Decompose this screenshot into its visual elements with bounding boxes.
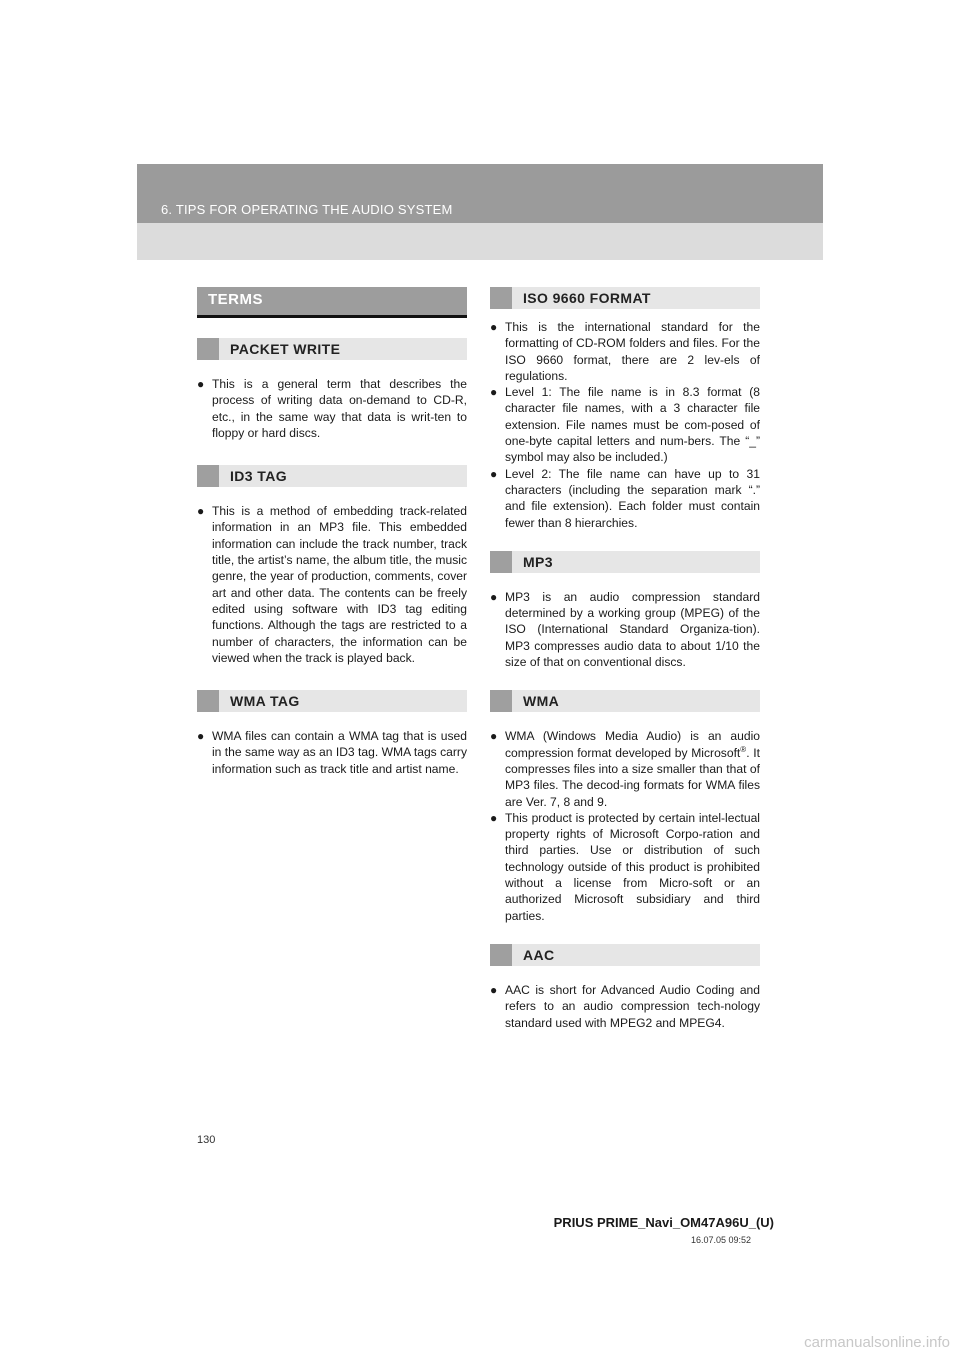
bullet-icon: ● bbox=[490, 466, 498, 481]
bullet-text-part: WMA (Windows Media Audio) is an audio compression format developed by Microsoft bbox=[505, 729, 760, 760]
heading-marker bbox=[490, 287, 512, 309]
section-heading-mp3 bbox=[490, 551, 760, 573]
bullet-icon: ● bbox=[197, 377, 205, 391]
document-id: PRIUS PRIME_Navi_OM47A96U_(U) bbox=[553, 1215, 774, 1230]
bullet-text bbox=[505, 728, 760, 809]
heading-marker bbox=[197, 338, 219, 360]
section-heading-wma-tag bbox=[197, 690, 467, 712]
bullet-item bbox=[490, 728, 760, 809]
heading-marker bbox=[197, 690, 219, 712]
section-heading-label: ISO 9660 FORMAT bbox=[523, 290, 651, 306]
terms-heading bbox=[197, 287, 467, 318]
chapter-title: 6. TIPS FOR OPERATING THE AUDIO SYSTEM bbox=[161, 202, 453, 217]
bullet-item bbox=[197, 728, 467, 777]
bullet-item bbox=[490, 589, 760, 670]
registered-mark: ® bbox=[740, 744, 747, 754]
section-heading-label: MP3 bbox=[523, 553, 553, 570]
site-watermark: carmanualsonline.info bbox=[804, 1334, 950, 1351]
right-column bbox=[490, 287, 760, 1031]
bullet-icon: ● bbox=[490, 810, 498, 825]
heading-marker bbox=[490, 944, 512, 966]
print-timestamp: 16.07.05 09:52 bbox=[690, 1235, 751, 1245]
terms-heading-label: TERMS bbox=[208, 291, 263, 308]
section-heading-id3-tag bbox=[197, 465, 467, 487]
section-heading-label: ID3 TAG bbox=[230, 468, 287, 485]
section-heading-wma bbox=[490, 690, 760, 712]
bullet-icon: ● bbox=[490, 729, 498, 744]
bullet-item bbox=[197, 503, 467, 666]
section-heading-label: PACKET WRITE bbox=[230, 341, 341, 357]
section-heading-iso-9660 bbox=[490, 287, 760, 309]
bullet-text: WMA files can contain a WMA tag that is used in the same way as an ID3 tag. WMA tags carry information such as track title and artist name. bbox=[212, 729, 467, 776]
bullet-item bbox=[490, 466, 760, 531]
bullet-item bbox=[490, 810, 760, 924]
bullet-text: Level 2: The file name can have up to 31 characters (including the separation mark “.” and file extension). Each folder must contain fewer than 8 hierarchies. bbox=[505, 466, 760, 530]
bullet-item bbox=[490, 384, 760, 465]
bullet-icon: ● bbox=[197, 504, 205, 519]
section-heading-label: AAC bbox=[523, 946, 555, 963]
section-heading-packet-write bbox=[197, 338, 467, 360]
bullet-icon: ● bbox=[490, 589, 498, 604]
heading-marker bbox=[490, 690, 512, 712]
section-heading-aac bbox=[490, 944, 760, 966]
bullet-text: This is a general term that describes the process of writing data on-demand to CD-R, etc., in the same way that data is writ-ten to floppy or hard discs. bbox=[212, 377, 467, 440]
left-column bbox=[197, 287, 467, 777]
bullet-text-part: . It compresses files into a size smaller than that of MP3 files. The decod-ing formats for WMA files are Ver. 7, 8 and 9. bbox=[505, 745, 760, 809]
page-number: 130 bbox=[197, 1134, 216, 1146]
page-header-band bbox=[137, 164, 823, 260]
heading-marker bbox=[490, 551, 512, 573]
bullet-text: This is a method of embedding track-related information in an MP3 file. This embedded information can include the track number, track title, the artist’s name, the album title, the music genre, the year of production, comments, cover art and other data. The contents can be freely edited using software with ID3 tag editing functions. Although the tags are restricted to a number of characters, the information can be viewed when the track is played back. bbox=[212, 504, 467, 665]
section-heading-label: WMA TAG bbox=[230, 693, 300, 710]
bullet-icon: ● bbox=[490, 320, 498, 334]
section-heading-label: WMA bbox=[523, 693, 560, 710]
bullet-icon: ● bbox=[490, 982, 498, 997]
bullet-text: Level 1: The file name is in 8.3 format (8 character file names, with a 3 character file extension. File names must be com-posed of one-byte capital letters and num-bers. The “_” symbol may also be included.) bbox=[505, 385, 760, 465]
bullet-item bbox=[197, 376, 467, 441]
bullet-text: This product is protected by certain intel-lectual property rights of Microsoft Corpo-ration and third parties. Use or distribution of such technology outside of this product is prohibited without a license from Micro-soft or an authorized Microsoft subsidiary and third parties. bbox=[505, 810, 760, 923]
bullet-icon: ● bbox=[490, 385, 498, 400]
bullet-text: MP3 is an audio compression standard determined by a working group (MPEG) of the ISO (International Standard Organiza-tion). MP3 compresses audio data to about 1/10 the size of that on conventional discs. bbox=[505, 589, 760, 670]
bullet-icon: ● bbox=[197, 729, 205, 744]
bullet-text: AAC is short for Advanced Audio Coding and refers to an audio compression tech-nology standard used with MPEG2 and MPEG4. bbox=[505, 982, 760, 1030]
bullet-text: This is the international standard for the formatting of CD-ROM folders and files. For the ISO 9660 format, there are 2 lev-els of regulations. bbox=[505, 320, 760, 383]
bullet-item bbox=[490, 982, 760, 1031]
heading-marker bbox=[197, 465, 219, 487]
bullet-item bbox=[490, 319, 760, 384]
